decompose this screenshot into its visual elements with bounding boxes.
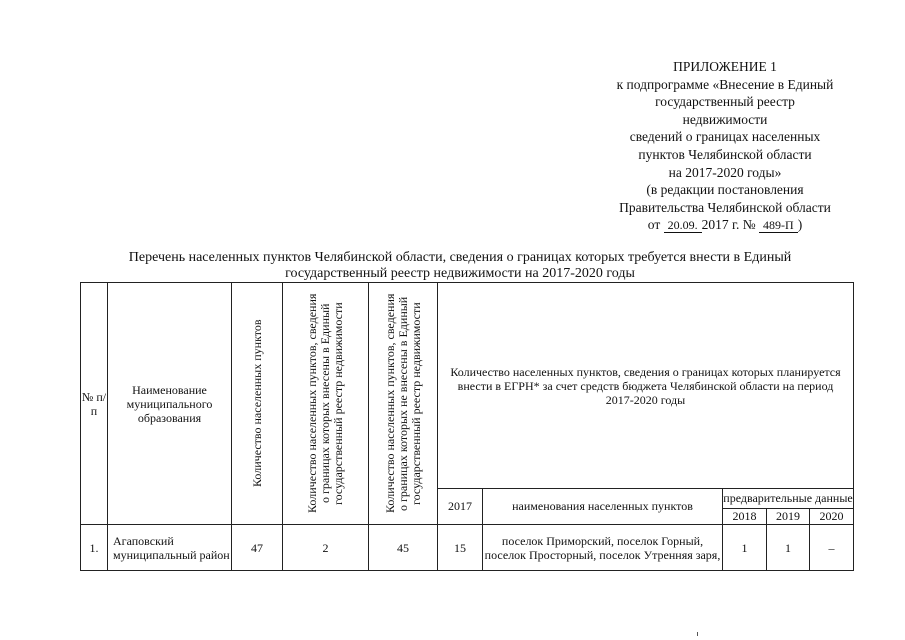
cell-count: 47 xyxy=(232,525,283,571)
header-not-entered: Количество населенных пунктов, сведения о границах которых не внесены в Единый государственный реестр недвижимости xyxy=(382,293,423,514)
appendix-line: (в редакции постановления xyxy=(646,182,804,198)
header-planned: Количество населенных пунктов, сведения о границах которых планируется внести в ЕГРН* за счет средств бюджета Челябинской области на период 2017-2020 годы xyxy=(438,283,854,489)
cell-2020: – xyxy=(810,525,854,571)
header-settlements-names: наименования населенных пунктов xyxy=(483,489,723,525)
header-2017: 2017 xyxy=(438,489,483,525)
decree-date: 20.09. xyxy=(664,219,702,233)
cell-name: Агаповский муниципальный район xyxy=(108,525,232,571)
appendix-line: государственный реестр xyxy=(655,94,795,110)
header-2018: 2018 xyxy=(723,509,767,525)
header-num: № п/п xyxy=(81,283,108,525)
date-prefix: от xyxy=(647,217,661,233)
header-preliminary: предварительные данные xyxy=(723,489,854,509)
scan-mark xyxy=(697,632,698,636)
cell-entered: 2 xyxy=(283,525,369,571)
title-line-1: Перечень населенных пунктов Челябинской области, сведения о границах которых требуется внести в Единый xyxy=(128,250,792,265)
appendix-line: на 2017-2020 годы» xyxy=(668,164,782,180)
settlements-table xyxy=(80,282,854,571)
header-2019: 2019 xyxy=(767,509,810,525)
appendix-line: ПРИЛОЖЕНИЕ 1 xyxy=(673,59,777,74)
cell-2017: 15 xyxy=(438,525,483,571)
appendix-line: Правительства Челябинской области xyxy=(619,199,831,215)
cell-settlements: поселок Приморский, поселок Горный, поселок Просторный, поселок Утренняя заря, xyxy=(483,525,723,571)
appendix-header xyxy=(560,58,890,234)
header-not-entered-cell xyxy=(369,283,438,525)
date-suffix: 2017 г. № xyxy=(701,217,756,233)
header-entered: Количество населенных пунктов, сведения о границах которых внесены в Единый государственный реестр недвижимости xyxy=(305,293,345,514)
cell-num: 1. xyxy=(81,525,108,571)
decree-date-line xyxy=(560,216,890,234)
header-entered-cell xyxy=(283,283,369,525)
document-title xyxy=(60,250,860,282)
closing-paren: ) xyxy=(797,217,803,233)
header-count: Количество населенных пунктов xyxy=(249,319,264,488)
appendix-line: пунктов Челябинской области xyxy=(638,146,812,162)
title-line-2: государственный реестр недвижимости на 2017-2020 годы xyxy=(285,266,635,281)
header-row-1 xyxy=(81,283,854,489)
table-row xyxy=(81,525,854,571)
header-count-cell xyxy=(232,283,283,525)
header-2020: 2020 xyxy=(810,509,854,525)
cell-not-entered: 45 xyxy=(369,525,438,571)
header-name: Наименование муниципального образования xyxy=(108,283,232,525)
cell-2018: 1 xyxy=(723,525,767,571)
appendix-line: недвижимости xyxy=(682,111,768,127)
appendix-line: к подпрограмме «Внесение в Единый xyxy=(616,76,834,92)
decree-number: 489-П xyxy=(759,219,798,233)
cell-2019: 1 xyxy=(767,525,810,571)
appendix-line: сведений о границах населенных xyxy=(629,129,821,145)
